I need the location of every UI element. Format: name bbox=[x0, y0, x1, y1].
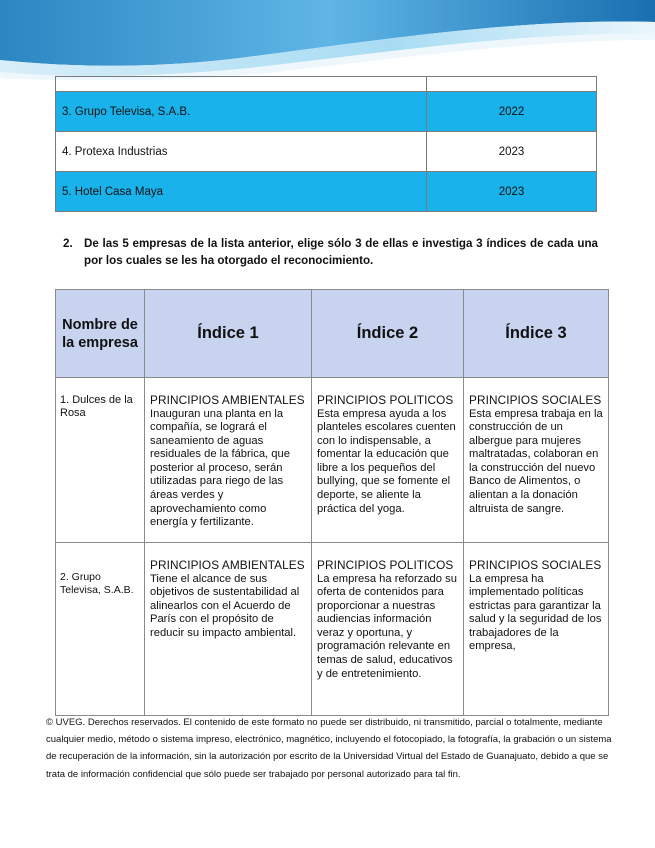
question-text: De las 5 empresas de la lista anterior, elige sólo 3 de ellas e investiga 3 índices de cada una por los cuales se les ha otorgado el reconocimiento. bbox=[84, 237, 598, 267]
indices-table bbox=[55, 289, 609, 716]
company-cell bbox=[56, 77, 427, 92]
index-title: PRINCIPIOS AMBIENTALES bbox=[150, 558, 305, 572]
index-body: La empresa ha implementado políticas estrictas para garantizar la salud y la seguridad de los trabajadores de la empresa, bbox=[469, 572, 602, 653]
table-row bbox=[56, 172, 597, 212]
table-row bbox=[56, 77, 597, 92]
table-row bbox=[56, 543, 609, 716]
index-body: Inauguran una planta en la compañía, se logrará el saneamiento de aguas residuales de la fábrica, que posterior al proceso, serán utilizadas para riego de las áreas verdes y aprovechamiento como energía y fertilizante. bbox=[150, 407, 290, 529]
table-row bbox=[56, 132, 597, 172]
header-index-3: Índice 3 bbox=[464, 290, 609, 378]
header-index-1: Índice 1 bbox=[145, 290, 312, 378]
company-cell: 3. Grupo Televisa, S.A.B. bbox=[56, 92, 427, 132]
year-cell bbox=[427, 77, 597, 92]
company-name-cell: 2. Grupo Televisa, S.A.B. bbox=[56, 543, 145, 716]
index-title: PRINCIPIOS SOCIALES bbox=[469, 393, 602, 407]
table-row bbox=[56, 92, 597, 132]
index-cell bbox=[312, 378, 464, 543]
index-body: Tiene el alcance de sus objetivos de sustentabilidad al alinearlos con el Acuerdo de París con el propósito de reducir su impacto ambiental. bbox=[150, 572, 300, 639]
index-body: La empresa ha reforzado su oferta de contenidos para proporcionar a nuestras audiencias información veraz y oportuna, y programación relevante en temas de salud, educativos y de entretenimiento. bbox=[317, 572, 457, 680]
company-name-cell: 1. Dulces de la Rosa bbox=[56, 378, 145, 543]
index-title: PRINCIPIOS POLITICOS bbox=[317, 558, 454, 572]
index-title: PRINCIPIOS SOCIALES bbox=[469, 558, 602, 572]
index-title: PRINCIPIOS AMBIENTALES bbox=[150, 393, 305, 407]
header-wave-decoration bbox=[0, 0, 655, 80]
header-index-2: Índice 2 bbox=[312, 290, 464, 378]
index-cell bbox=[464, 378, 609, 543]
index-body: Esta empresa trabaja en la construcción de un albergue para mujeres maltratadas, colaboran en la construcción del nuevo Banco de Alimentos, o alientan a la donación altruista de sangre. bbox=[469, 407, 603, 515]
year-cell: 2023 bbox=[427, 132, 597, 172]
company-cell: 4. Protexa Industrias bbox=[56, 132, 427, 172]
index-cell bbox=[464, 543, 609, 716]
company-cell: 5. Hotel Casa Maya bbox=[56, 172, 427, 212]
question-2 bbox=[63, 236, 598, 269]
table-row bbox=[56, 378, 609, 543]
table-header-row bbox=[56, 290, 609, 378]
index-body: Esta empresa ayuda a los planteles escolares cuenten con lo indispensable, a fomentar la educación que libre a los pequeños del bullying, que se fomente el deporte, se aliente la práctica del yoga. bbox=[317, 407, 456, 515]
index-title: PRINCIPIOS POLITICOS bbox=[317, 393, 454, 407]
year-cell: 2023 bbox=[427, 172, 597, 212]
year-cell: 2022 bbox=[427, 92, 597, 132]
index-cell bbox=[145, 543, 312, 716]
companies-year-table bbox=[55, 76, 597, 212]
question-number: 2. bbox=[63, 237, 73, 250]
header-company-name: Nombre de la empresa bbox=[56, 290, 145, 378]
index-cell bbox=[312, 543, 464, 716]
copyright-footer: © UVEG. Derechos reservados. El contenido de este formato no puede ser distribuido, ni transmitido, parcial o totalmente, mediante cualquier medio, método o sistema impreso, electrónico, magnético, incluyendo el fotocopiado, la fotografía, la grabación o un sistema de recuperación de la información, sin la autorización por escrito de la Universidad Virtual del Estado de Guanajuato, debido a que se trata de información confidencial que sólo puede ser trabajado por personal autorizado para tal fin. bbox=[46, 717, 612, 780]
index-cell bbox=[145, 378, 312, 543]
